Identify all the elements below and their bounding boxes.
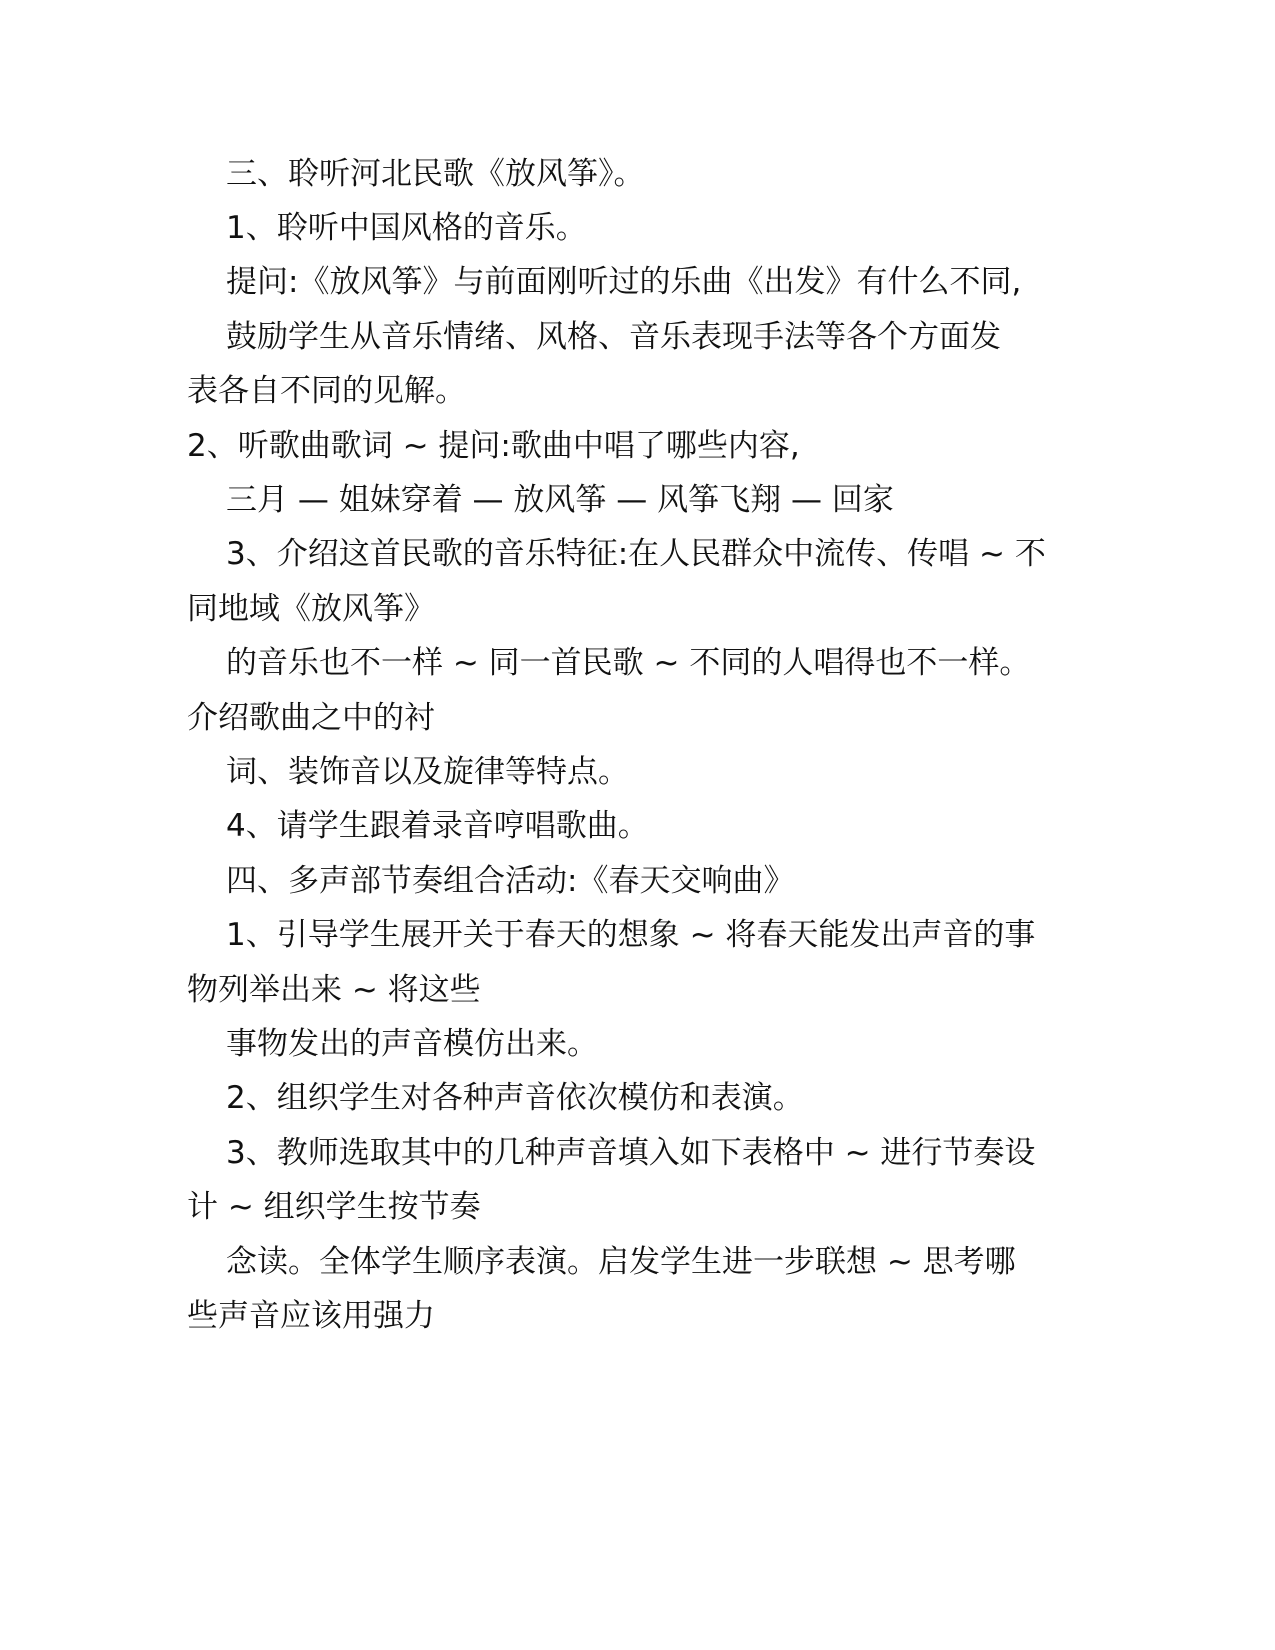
paragraph-line: 表各自不同的见解。	[187, 373, 466, 409]
paragraph-line: 些声音应该用强力	[187, 1298, 435, 1334]
paragraph-line: 事物发出的声音模仿出来。	[226, 1026, 598, 1062]
paragraph-line: 念读。全体学生顺序表演。启发学生进一步联想 ~ 思考哪	[226, 1244, 1016, 1280]
paragraph-line: 1、聆听中国风格的音乐。	[226, 210, 587, 246]
paragraph-line: 2、听歌曲歌词 ~ 提问:歌曲中唱了哪些内容,	[187, 428, 800, 464]
paragraph-line: 3、教师选取其中的几种声音填入如下表格中 ~ 进行节奏设	[226, 1135, 1036, 1171]
paragraph-line: 鼓励学生从音乐情绪、风格、音乐表现手法等各个方面发	[226, 319, 1001, 355]
paragraph-line: 同地域《放风筝》	[187, 591, 435, 627]
section-heading-4: 四、多声部节奏组合活动:《春天交响曲》	[226, 863, 795, 899]
paragraph-line: 3、介绍这首民歌的音乐特征:在人民群众中流传、传唱 ~ 不	[226, 536, 1046, 572]
paragraph-line: 2、组织学生对各种声音依次模仿和表演。	[226, 1080, 804, 1116]
paragraph-line: 介绍歌曲之中的衬	[187, 700, 435, 736]
section-heading-3: 三、聆听河北民歌《放风筝》。	[226, 156, 645, 192]
paragraph-line: 物列举出来 ~ 将这些	[187, 972, 481, 1008]
paragraph-line: 的音乐也不一样 ~ 同一首民歌 ~ 不同的人唱得也不一样。	[226, 645, 1031, 681]
paragraph-line: 三月 — 姐妹穿着 — 放风筝 — 风筝飞翔 — 回家	[226, 482, 894, 518]
paragraph-line: 计 ~ 组织学生按节奏	[187, 1189, 481, 1225]
paragraph-line: 4、请学生跟着录音哼唱歌曲。	[226, 808, 649, 844]
paragraph-line: 1、引导学生展开关于春天的想象 ~ 将春天能发出声音的事	[226, 917, 1036, 953]
paragraph-line: 提问:《放风筝》与前面刚听过的乐曲《出发》有什么不同,	[226, 264, 1022, 300]
paragraph-line: 词、装饰音以及旋律等特点。	[226, 754, 629, 790]
